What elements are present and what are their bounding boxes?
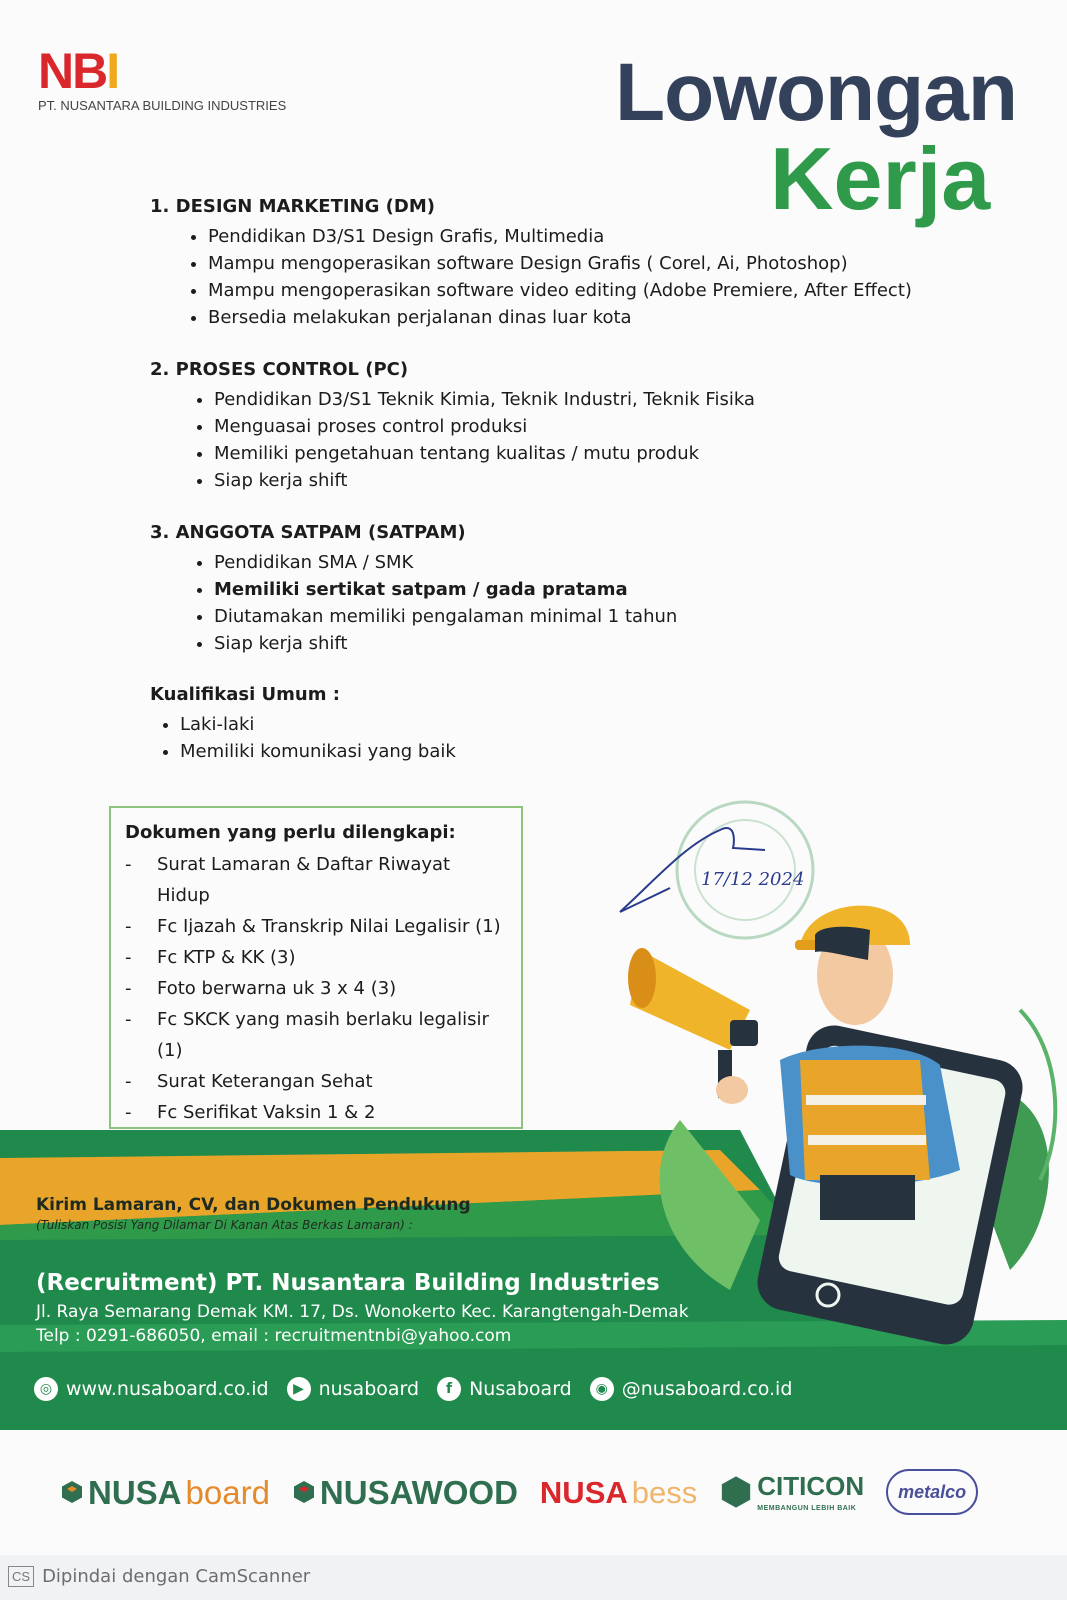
kirim-note: (Tuliskan Posisi Yang Dilamar Di Kanan Atas Berkas Lamaran) : [36,1218,413,1232]
requirement-item: • Mampu mengoperasikan software video editing (Adobe Premiere, After Effect) [208,277,912,304]
requirement-item: • Mampu mengoperasikan software Design Grafis ( Corel, Ai, Photoshop) [208,250,912,277]
website-link[interactable] [34,1377,269,1401]
kualifikasi-item: • Laki-laki [180,711,456,738]
instagram-text: @nusaboard.co.id [621,1378,793,1400]
nusa-hex-icon [60,1480,84,1504]
nusa-hex-icon [292,1480,316,1504]
leaf-shape [660,1120,760,1290]
nusaboard-logo [60,1473,270,1511]
citicon-tagline: MEMBANGUN LEBIH BAIK [757,1504,857,1512]
kualifikasi-umum [150,684,456,765]
requirement-item: • Pendidikan D3/S1 Design Grafis, Multimedia [208,223,912,250]
position-heading: 1. DESIGN MARKETING (DM) [150,196,435,217]
position-proses-control [150,359,755,494]
position-heading: 2. PROSES CONTROL (PC) [150,359,409,380]
nusabess-text-b: bess [631,1474,698,1510]
globe-icon: ◎ [34,1377,58,1401]
instagram-icon: ◉ [590,1377,614,1401]
social-links [34,1377,792,1401]
requirement-item: • Memiliki sertikat satpam / gada pratama [214,576,677,603]
document-item: - Fc Serifikat Vaksin 1 & 2 [125,1097,507,1128]
facebook-text: Nusaboard [469,1378,572,1400]
requirement-item: • Menguasai proses control produksi [214,413,755,440]
instagram-link[interactable] [590,1377,793,1401]
kirim-title: Kirim Lamaran, CV, dan Dokumen Pendukung [36,1195,471,1215]
document-item: - Surat Lamaran & Daftar Riwayat Hidup [125,849,507,911]
nusaboard-text-a: NUSA [88,1473,182,1511]
nusawood-text: NUSAWOOD [319,1473,518,1511]
metalco-text: metalco [898,1482,967,1502]
requirement-item: • Pendidikan D3/S1 Teknik Kimia, Teknik Industri, Teknik Fisika [214,386,755,413]
nusabess-text-a: NUSA [539,1474,628,1510]
youtube-link[interactable] [287,1377,420,1401]
worker-hand [716,1076,748,1104]
facebook-link[interactable] [437,1377,572,1401]
recruitment-contact [36,1270,689,1346]
camscanner-text: Dipindai dengan CamScanner [42,1566,311,1587]
citicon-hex-icon [719,1475,753,1509]
kualifikasi-item: • Memiliki komunikasi yang baik [180,738,456,765]
recruitment-title: (Recruitment) PT. Nusantara Building Industries [36,1270,660,1296]
nusawood-logo [292,1473,518,1511]
megaphone-mouth [628,948,656,1008]
company-logo [38,43,287,113]
nusabess-logo [539,1474,698,1510]
document-item: - Surat Keterangan Sehat [125,1066,507,1097]
document-item: - Foto berwarna uk 3 x 4 (3) [125,973,507,1004]
camscanner-watermark [8,1566,310,1587]
document-item: - Fc KTP & KK (3) [125,942,507,973]
requirement-item: • Pendidikan SMA / SMK [214,549,677,576]
camscanner-badge: CS [8,1566,34,1587]
position-satpam [150,522,677,657]
youtube-text: nusaboard [318,1378,420,1400]
document-box [109,806,523,1129]
submission-instructions [36,1195,471,1232]
vest-stripe [808,1135,926,1145]
kualifikasi-heading: Kualifikasi Umum : [150,684,340,705]
website-text: www.nusaboard.co.id [66,1378,269,1400]
citicon-logo [719,1470,865,1512]
requirement-item: • Bersedia melakukan perjalanan dinas luar kota [208,304,912,331]
requirement-item: • Siap kerja shift [214,467,755,494]
position-design-marketing [150,196,912,331]
company-name: PT. NUSANTARA BUILDING INDUSTRIES [38,98,287,113]
position-heading: 3. ANGGOTA SATPAM (SATPAM) [150,522,466,543]
megaphone-handle [730,1020,758,1046]
document-item: - Fc SKCK yang masih berlaku legalisir (1) [125,1004,507,1066]
citicon-text: CITICON [757,1470,865,1501]
requirement-item: • Memiliki pengetahuan tentang kualitas / mutu produk [214,440,755,467]
brand-logos [60,1462,990,1522]
requirement-item: • Diutamakan memiliki pengalaman minimal 1 tahun [214,603,677,630]
metalco-logo [886,1469,978,1515]
vest-stripe [806,1095,926,1105]
facebook-icon: f [437,1377,461,1401]
logo-mark-nb: NB [38,43,107,99]
title-lowongan: Lowongan [615,47,1017,138]
handwritten-date: 17/12 2024 [701,869,805,890]
document-item: - Fc Ijazah & Transkrip Nilai Legalisir (1) [125,911,507,942]
document-heading: Dokumen yang perlu dilengkapi: [125,822,456,843]
safety-vest [800,1060,930,1180]
youtube-icon: ▶ [287,1377,311,1401]
title-kerja: Kerja [770,129,991,228]
company-contact: Telp : 0291-686050, email : recruitmentnbi@yahoo.com [36,1326,512,1346]
requirement-item: • Siap kerja shift [214,630,677,657]
nusaboard-text-b: board [185,1473,270,1511]
logo-mark-i: I [106,43,119,99]
company-address: Jl. Raya Semarang Demak KM. 17, Ds. Wonokerto Kec. Karangtengah-Demak [36,1302,689,1322]
worker-pants [820,1175,915,1220]
